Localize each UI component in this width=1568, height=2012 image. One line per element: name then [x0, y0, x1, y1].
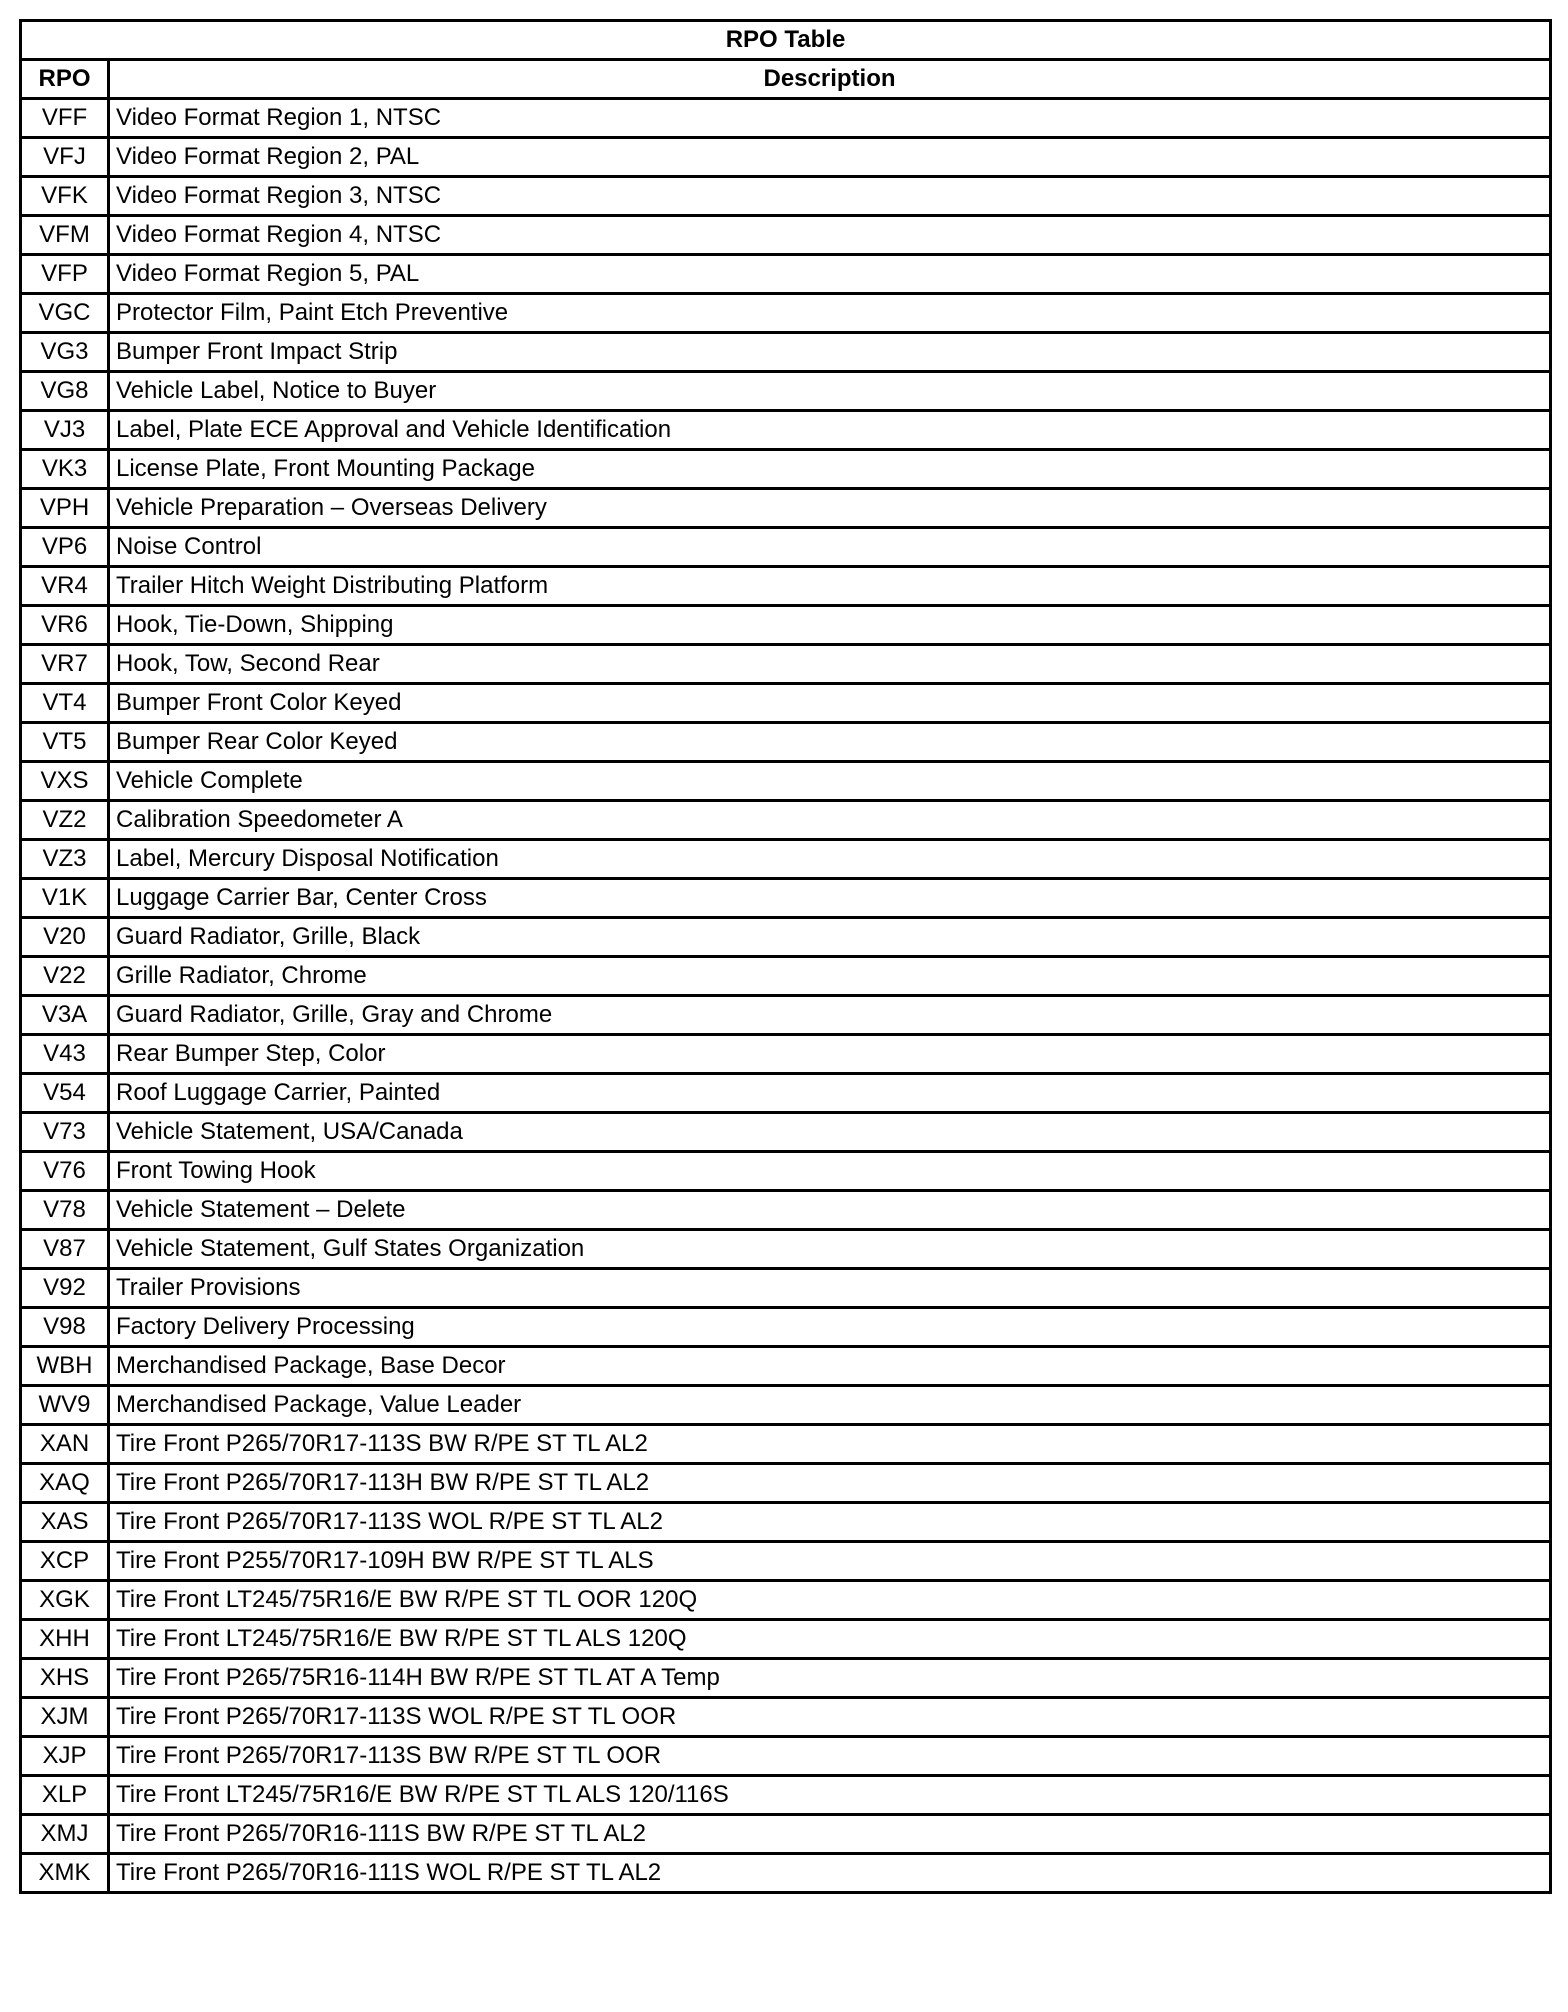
column-header-description: Description: [109, 60, 1551, 99]
table-row: [21, 645, 1551, 684]
rpo-description-cell: Tire Front P265/70R17-113S WOL R/PE ST TL OOR: [109, 1698, 1551, 1737]
table-row: [21, 216, 1551, 255]
table-row: [21, 1269, 1551, 1308]
rpo-description-cell: Vehicle Preparation – Overseas Delivery: [109, 489, 1551, 528]
rpo-description-cell: Bumper Rear Color Keyed: [109, 723, 1551, 762]
table-row: [21, 957, 1551, 996]
table-row: [21, 1542, 1551, 1581]
rpo-description-cell: Tire Front P265/70R17-113S BW R/PE ST TL AL2: [109, 1425, 1551, 1464]
table-row: [21, 1035, 1551, 1074]
table-row: [21, 450, 1551, 489]
rpo-description-cell: Bumper Front Color Keyed: [109, 684, 1551, 723]
rpo-description-cell: Video Format Region 2, PAL: [109, 138, 1551, 177]
table-row: [21, 1347, 1551, 1386]
rpo-code-cell: V22: [21, 957, 109, 996]
table-row: [21, 138, 1551, 177]
table-row: [21, 1620, 1551, 1659]
rpo-description-cell: Tire Front P265/70R16-111S WOL R/PE ST TL AL2: [109, 1854, 1551, 1893]
table-row: [21, 411, 1551, 450]
rpo-code-cell: VK3: [21, 450, 109, 489]
table-row: [21, 372, 1551, 411]
rpo-code-cell: V73: [21, 1113, 109, 1152]
rpo-code-cell: V20: [21, 918, 109, 957]
rpo-description-cell: Noise Control: [109, 528, 1551, 567]
table-row: [21, 1386, 1551, 1425]
table-row: [21, 1503, 1551, 1542]
rpo-description-cell: Vehicle Statement – Delete: [109, 1191, 1551, 1230]
rpo-code-cell: XMK: [21, 1854, 109, 1893]
rpo-code-cell: XAQ: [21, 1464, 109, 1503]
rpo-description-cell: Video Format Region 1, NTSC: [109, 99, 1551, 138]
rpo-code-cell: VG3: [21, 333, 109, 372]
table-row: [21, 801, 1551, 840]
table-row: [21, 1074, 1551, 1113]
rpo-code-cell: XAN: [21, 1425, 109, 1464]
rpo-code-cell: V76: [21, 1152, 109, 1191]
table-row: [21, 723, 1551, 762]
rpo-code-cell: V1K: [21, 879, 109, 918]
table-row: [21, 177, 1551, 216]
rpo-code-cell: XAS: [21, 1503, 109, 1542]
rpo-table: [19, 19, 1552, 1894]
table-row: [21, 879, 1551, 918]
table-row: [21, 1854, 1551, 1893]
table-row: [21, 1152, 1551, 1191]
rpo-description-cell: License Plate, Front Mounting Package: [109, 450, 1551, 489]
rpo-description-cell: Tire Front P265/70R17-113H BW R/PE ST TL AL2: [109, 1464, 1551, 1503]
table-row: [21, 99, 1551, 138]
rpo-code-cell: XLP: [21, 1776, 109, 1815]
rpo-description-cell: Tire Front P255/70R17-109H BW R/PE ST TL ALS: [109, 1542, 1551, 1581]
rpo-description-cell: Vehicle Complete: [109, 762, 1551, 801]
rpo-description-cell: Tire Front P265/70R17-113S WOL R/PE ST TL AL2: [109, 1503, 1551, 1542]
table-title: RPO Table: [21, 21, 1551, 60]
table-row: [21, 1425, 1551, 1464]
rpo-description-cell: Tire Front LT245/75R16/E BW R/PE ST TL ALS 120Q: [109, 1620, 1551, 1659]
rpo-code-cell: XMJ: [21, 1815, 109, 1854]
rpo-code-cell: VP6: [21, 528, 109, 567]
table-row: [21, 840, 1551, 879]
table-row: [21, 762, 1551, 801]
table-row: [21, 1698, 1551, 1737]
rpo-code-cell: VJ3: [21, 411, 109, 450]
rpo-description-cell: Merchandised Package, Value Leader: [109, 1386, 1551, 1425]
table-row: [21, 606, 1551, 645]
table-row: [21, 996, 1551, 1035]
table-row: [21, 1659, 1551, 1698]
rpo-description-cell: Video Format Region 5, PAL: [109, 255, 1551, 294]
table-row: [21, 567, 1551, 606]
rpo-code-cell: VZ3: [21, 840, 109, 879]
rpo-code-cell: VZ2: [21, 801, 109, 840]
rpo-description-cell: Hook, Tow, Second Rear: [109, 645, 1551, 684]
table-row: [21, 1815, 1551, 1854]
rpo-description-cell: Tire Front LT245/75R16/E BW R/PE ST TL OOR 120Q: [109, 1581, 1551, 1620]
table-row: [21, 1581, 1551, 1620]
rpo-code-cell: VT5: [21, 723, 109, 762]
rpo-code-cell: VXS: [21, 762, 109, 801]
rpo-description-cell: Calibration Speedometer A: [109, 801, 1551, 840]
table-row: [21, 1776, 1551, 1815]
rpo-code-cell: VR6: [21, 606, 109, 645]
rpo-code-cell: VT4: [21, 684, 109, 723]
rpo-code-cell: XJM: [21, 1698, 109, 1737]
rpo-code-cell: XJP: [21, 1737, 109, 1776]
rpo-code-cell: V78: [21, 1191, 109, 1230]
rpo-description-cell: Rear Bumper Step, Color: [109, 1035, 1551, 1074]
rpo-description-cell: Label, Mercury Disposal Notification: [109, 840, 1551, 879]
table-row: [21, 489, 1551, 528]
rpo-description-cell: Trailer Provisions: [109, 1269, 1551, 1308]
rpo-description-cell: Tire Front LT245/75R16/E BW R/PE ST TL ALS 120/116S: [109, 1776, 1551, 1815]
rpo-description-cell: Bumper Front Impact Strip: [109, 333, 1551, 372]
rpo-code-cell: V54: [21, 1074, 109, 1113]
rpo-code-cell: V87: [21, 1230, 109, 1269]
rpo-description-cell: Vehicle Statement, USA/Canada: [109, 1113, 1551, 1152]
rpo-description-cell: Guard Radiator, Grille, Gray and Chrome: [109, 996, 1551, 1035]
rpo-code-cell: VG8: [21, 372, 109, 411]
rpo-description-cell: Luggage Carrier Bar, Center Cross: [109, 879, 1551, 918]
rpo-description-cell: Factory Delivery Processing: [109, 1308, 1551, 1347]
rpo-description-cell: Guard Radiator, Grille, Black: [109, 918, 1551, 957]
rpo-code-cell: VFP: [21, 255, 109, 294]
rpo-description-cell: Video Format Region 4, NTSC: [109, 216, 1551, 255]
rpo-description-cell: Trailer Hitch Weight Distributing Platform: [109, 567, 1551, 606]
rpo-description-cell: Label, Plate ECE Approval and Vehicle Identification: [109, 411, 1551, 450]
rpo-description-cell: Tire Front P265/70R17-113S BW R/PE ST TL OOR: [109, 1737, 1551, 1776]
rpo-code-cell: VR4: [21, 567, 109, 606]
table-row: [21, 1230, 1551, 1269]
table-row: [21, 255, 1551, 294]
rpo-code-cell: VR7: [21, 645, 109, 684]
rpo-code-cell: WV9: [21, 1386, 109, 1425]
rpo-code-cell: VFF: [21, 99, 109, 138]
rpo-code-cell: VFJ: [21, 138, 109, 177]
table-body: [21, 99, 1551, 1893]
rpo-description-cell: Grille Radiator, Chrome: [109, 957, 1551, 996]
table-row: [21, 294, 1551, 333]
table-row: [21, 1191, 1551, 1230]
rpo-code-cell: V98: [21, 1308, 109, 1347]
rpo-description-cell: Vehicle Statement, Gulf States Organization: [109, 1230, 1551, 1269]
table-row: [21, 1737, 1551, 1776]
rpo-code-cell: XCP: [21, 1542, 109, 1581]
rpo-code-cell: V43: [21, 1035, 109, 1074]
table-row: [21, 1113, 1551, 1152]
table-row: [21, 1308, 1551, 1347]
rpo-code-cell: XHH: [21, 1620, 109, 1659]
table-row: [21, 684, 1551, 723]
rpo-description-cell: Roof Luggage Carrier, Painted: [109, 1074, 1551, 1113]
rpo-description-cell: Video Format Region 3, NTSC: [109, 177, 1551, 216]
table-header-row: [21, 60, 1551, 99]
table-row: [21, 918, 1551, 957]
table-row: [21, 528, 1551, 567]
rpo-code-cell: VPH: [21, 489, 109, 528]
rpo-code-cell: WBH: [21, 1347, 109, 1386]
rpo-description-cell: Tire Front P265/75R16-114H BW R/PE ST TL AT A Temp: [109, 1659, 1551, 1698]
rpo-code-cell: VFM: [21, 216, 109, 255]
rpo-description-cell: Vehicle Label, Notice to Buyer: [109, 372, 1551, 411]
rpo-code-cell: V92: [21, 1269, 109, 1308]
rpo-code-cell: VGC: [21, 294, 109, 333]
table-row: [21, 1464, 1551, 1503]
rpo-description-cell: Tire Front P265/70R16-111S BW R/PE ST TL AL2: [109, 1815, 1551, 1854]
rpo-description-cell: Protector Film, Paint Etch Preventive: [109, 294, 1551, 333]
rpo-description-cell: Merchandised Package, Base Decor: [109, 1347, 1551, 1386]
rpo-code-cell: VFK: [21, 177, 109, 216]
rpo-code-cell: V3A: [21, 996, 109, 1035]
rpo-description-cell: Hook, Tie-Down, Shipping: [109, 606, 1551, 645]
table-title-row: [21, 21, 1551, 60]
table-row: [21, 333, 1551, 372]
rpo-description-cell: Front Towing Hook: [109, 1152, 1551, 1191]
rpo-code-cell: XHS: [21, 1659, 109, 1698]
rpo-code-cell: XGK: [21, 1581, 109, 1620]
column-header-rpo: RPO: [21, 60, 109, 99]
